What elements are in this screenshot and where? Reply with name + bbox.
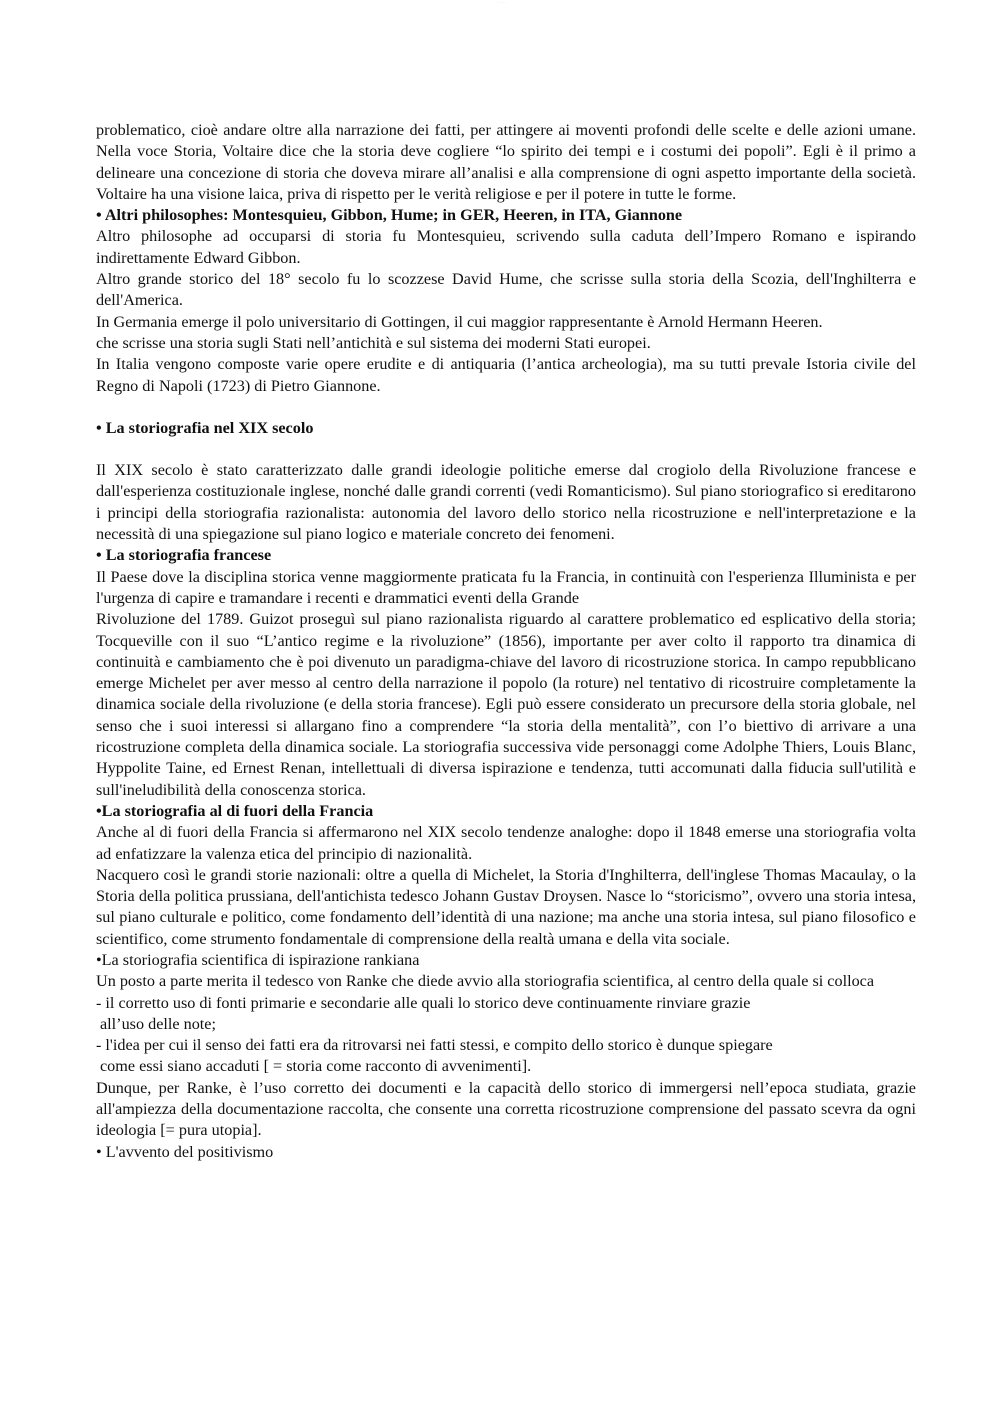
- paragraph-hume: Altro grande storico del 18° secolo fu lo scozzese David Hume, che scrisse sulla storia della Scozia, dell'Inghilterra e dell'America.: [96, 270, 916, 310]
- document-page: [96, 120, 916, 1163]
- page-header-mark: ··· ·····: [497, 0, 507, 4]
- paragraph-heeren: In Germania emerge il polo universitario di Gottingen, il cui maggior rappresentante è Arnold Hermann Heeren.: [96, 312, 823, 331]
- list-item-senso-fatti-cont: come essi siano accaduti [ = storia come racconto di avvenimenti].: [100, 1057, 532, 1076]
- heading-positivismo: • L'avvento del positivismo: [96, 1142, 274, 1161]
- paragraph-xix-overview: Il XIX secolo è stato caratterizzato dalle grandi ideologie politiche emerse dal crogiolo della Rivoluzione francese e dall'esperienza costituzionale inglese, nonché dalle grandi correnti (vedi Romanticismo). Sul piano storiografico si ereditarono i principi della storiografia razionalista: autonomia del lavoro dello storico nella ricostruzione e nell'interpretazione e la necessità di una spiegazione sul piano logico e materiale concreto dei fenomeni.: [96, 461, 916, 544]
- paragraph-storie-nazionali: Nacquero così le grandi storie nazionali: oltre a quella di Michelet, la Storia d'Inghilterra, dell'inglese Thomas Macaulay, o la Storia della politica prussiana, dell'antichista tedesco Johann Gustav Droysen. Nasce lo “storicismo”, ovvero una storia intesa, sul piano culturale e politico, come fondamento dell’identità di una nazione; ma anche una storia intesa, sul piano filosofico e scientifico, come strumento fondamentale di comprensione della realtà umana e della vita sociale.: [96, 865, 916, 948]
- paragraph-voltaire: problematico, cioè andare oltre alla narrazione dei fatti, per attingere ai moventi profondi delle scelte e delle azioni umane. Nella voce Storia, Voltaire dice che la storia deve cogliere “lo spirito dei tempi e i costumi dei popoli”. Egli è il primo a delineare una concezione di storia che doveva mirare all’analisi e alla comprensione di ogni aspetto importante della società. Voltaire ha una visione laica, priva di rispetto per le verità religiose e per il potere in tutte le forme.: [96, 121, 916, 203]
- list-item-senso-fatti: - l'idea per cui il senso dei fatti era da ritrovarsi nei fatti stessi, e compito dello storico è dunque spiegare: [96, 1036, 773, 1055]
- paragraph-ranke-conclusion: Dunque, per Ranke, è l’uso corretto dei documenti e la capacità dello storico di immergersi nell’epoca studiata, grazie all'ampiezza della documentazione raccolta, che consente una corretta ricostruzione comprensione del passato scevra da ogni ideologia [= pura utopia].: [96, 1078, 916, 1140]
- heading-storiografia-francese: • La storiografia francese: [96, 546, 272, 565]
- list-item-fonti-cont: all’uso delle note;: [100, 1014, 216, 1033]
- list-item-fonti: - il corretto uso di fonti primarie e secondarie alle quali lo storico deve continuamente rinviare grazie: [96, 993, 751, 1012]
- paragraph-giannone: In Italia vengono composte varie opere erudite e di antiquaria (l’antica archeologia), ma su tutti prevale Istoria civile del Regno di Napoli (1723) di Pietro Giannone.: [96, 355, 916, 395]
- paragraph-heeren-works: che scrisse una storia sugli Stati nell’antichità e sul sistema dei moderni Stati europei.: [96, 333, 651, 352]
- heading-fuori-francia: •La storiografia al di fuori della Francia: [96, 801, 374, 820]
- heading-altri-philosophes: • Altri philosophes: Montesquieu, Gibbon, Hume; in GER, Heeren, in ITA, Giannone: [96, 206, 683, 225]
- paragraph-francia-intro: Il Paese dove la disciplina storica venne maggiormente praticata fu la Francia, in continuità con l'esperienza Illuminista e per l'urgenza di capire e tramandare i recenti e drammatici eventi della Grande: [96, 567, 916, 607]
- heading-rankiana: •La storiografia scientifica di ispirazione rankiana: [96, 950, 420, 969]
- paragraph-fuori-francia: Anche al di fuori della Francia si affermarono nel XIX secolo tendenze analoghe: dopo il 1848 emerse una storiografia volta ad enfatizzare la valenza etica del principio di nazionalità.: [96, 823, 916, 863]
- spacer: [96, 439, 916, 460]
- paragraph-montesquieu: Altro philosophe ad occuparsi di storia fu Montesquieu, scrivendo sulla caduta dell’Impero Romano e ispirando indirettamente Edward Gibbon.: [96, 227, 916, 267]
- paragraph-francia-body: Rivoluzione del 1789. Guizot proseguì sul piano razionalista riguardo al carattere problematico ed esplicativo della storia; Tocqueville con il suo “L’antico regime e la rivoluzione” (1856), importante per aver colto il rapporto tra dinamica di continuità e cambiamento che è poi divenuto un paradigma-chiave del lavoro di ricostruzione storica. In campo repubblicano emerge Michelet per aver messo al centro della narrazione il popolo (la roture) nel tentativo di ricostruire completamente la dinamica sociale della rivoluzione (e della storia francese). Egli può essere considerato un precursore della storia globale, nel senso che i suoi interessi si allargano fino a comprendere “la storia della mentalità”, con l’o biettivo di arrivare a una ricostruzione completa della dinamica sociale. La storiografia successiva vide personaggi come Adolphe Thiers, Louis Blanc, Hyppolite Taine, ed Ernest Renan, intellettuali di diversa ispirazione e tendenza, tutti accomunati dalla fiducia sull'utilità e sull'ineludibilità della conoscenza storica.: [96, 610, 916, 799]
- paragraph-ranke-intro: Un posto a parte merita il tedesco von Ranke che diede avvio alla storiografia scientifica, al centro della quale si colloca: [96, 972, 875, 991]
- spacer: [96, 397, 916, 418]
- heading-xix-secolo: • La storiografia nel XIX secolo: [96, 418, 314, 437]
